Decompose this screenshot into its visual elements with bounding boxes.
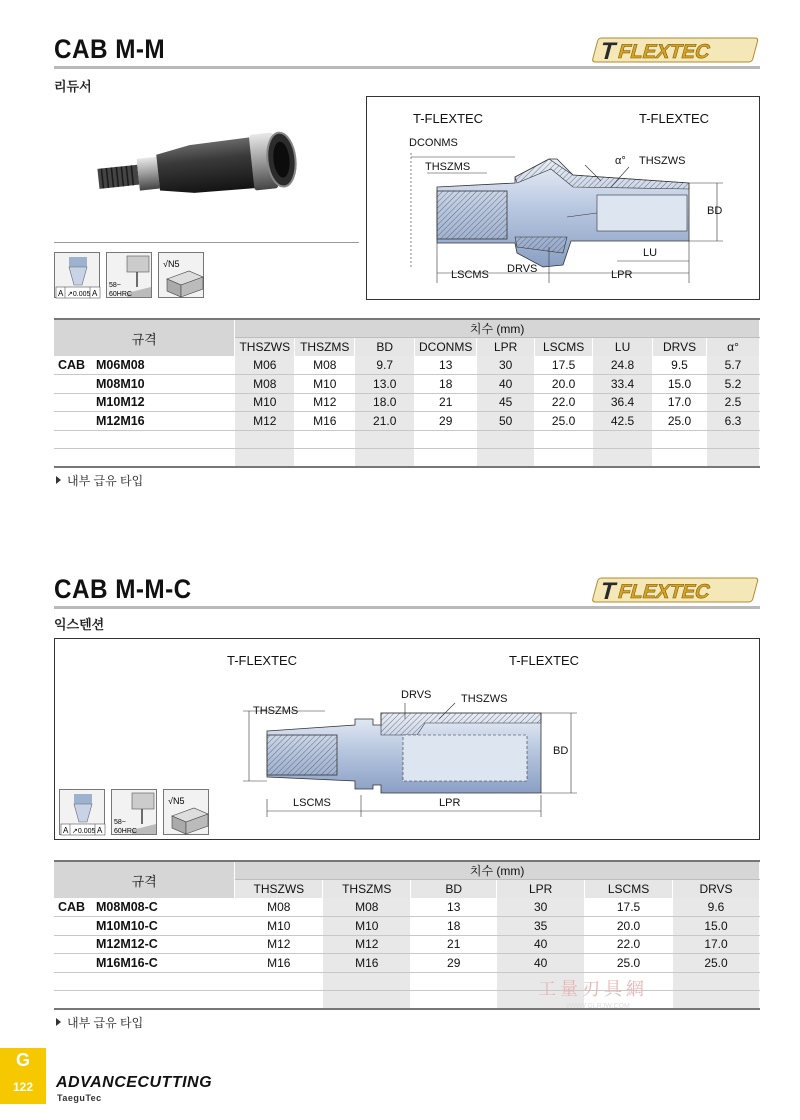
cell: 40	[497, 954, 585, 973]
section2-subtitle: 익스텐션	[54, 617, 105, 632]
cell: 35	[497, 917, 585, 936]
page-number: 122	[12, 1080, 34, 1094]
cell: M16	[235, 954, 323, 973]
col-header: DCONMS	[415, 338, 477, 357]
toolholder-runout-icon	[59, 789, 105, 835]
section2-rule	[54, 606, 760, 609]
svg-text:↗0.005: ↗0.005	[72, 828, 96, 835]
watermark: 工量刃具網	[538, 979, 648, 999]
cell: 21	[415, 393, 477, 412]
photo-divider	[54, 242, 359, 243]
cell: 15.0	[673, 917, 760, 936]
svg-text:√N5: √N5	[163, 259, 180, 269]
row-prefix: CAB	[58, 358, 86, 372]
table-row	[54, 412, 760, 431]
surface-finish-icon	[158, 252, 204, 298]
svg-text:60HRC: 60HRC	[109, 291, 132, 298]
dim-lu: LU	[643, 247, 658, 259]
hardness-icon	[106, 252, 152, 298]
dim-lpr: LPR	[611, 269, 633, 281]
cell: M12	[235, 412, 295, 431]
dim-lscms: LSCMS	[293, 797, 331, 809]
table-row	[54, 356, 760, 375]
svg-text:A: A	[97, 826, 103, 835]
cell: 17.5	[585, 898, 673, 917]
cell: 5.2	[707, 375, 760, 394]
cell: 45	[477, 393, 535, 412]
drawing-label-right: T-FLEXTEC	[509, 653, 580, 668]
row-code: M10M10-C	[96, 918, 158, 933]
dim-thszws: THSZWS	[461, 693, 508, 705]
cell: 9.6	[673, 898, 760, 917]
cell: 21	[411, 935, 497, 954]
section2-note	[56, 1014, 143, 1031]
col-header: DRVS	[673, 880, 760, 899]
col-header: LSCMS	[535, 338, 593, 357]
section1-subtitle: 리듀서	[54, 79, 92, 94]
cell: M10	[235, 917, 323, 936]
cell: 25.0	[673, 954, 760, 973]
cell: 29	[411, 954, 497, 973]
cell: M10	[235, 393, 295, 412]
reducer-drawing-box	[366, 96, 760, 300]
drawing-label-right: T-FLEXTEC	[639, 111, 710, 126]
cell: 30	[497, 898, 585, 917]
cell: 6.3	[707, 412, 760, 431]
svg-text:58~: 58~	[114, 819, 126, 826]
cell: 25.0	[653, 412, 707, 431]
advance-cutting-logo: ADVANCECUTTING	[56, 1074, 213, 1091]
table-row	[54, 954, 760, 973]
cell: 9.7	[355, 356, 415, 375]
triangle-bullet-icon	[56, 1018, 61, 1026]
cell: 13	[415, 356, 477, 375]
table-row	[54, 393, 760, 412]
table-row-empty	[54, 972, 760, 991]
cell: 25.0	[535, 412, 593, 431]
row-code: M12M12-C	[96, 937, 158, 952]
cell: 18	[415, 375, 477, 394]
note-text: 내부 급유 타입	[67, 474, 144, 488]
svg-text:A: A	[63, 826, 69, 835]
cell: M10	[295, 375, 355, 394]
cell: 40	[477, 375, 535, 394]
dim-thszws: THSZWS	[639, 155, 686, 167]
cell: M08	[235, 375, 295, 394]
cell: M16	[295, 412, 355, 431]
table-row-empty	[54, 449, 760, 468]
dim-drvs: DRVS	[507, 263, 538, 275]
cell: M12	[235, 935, 323, 954]
cell: M12	[295, 393, 355, 412]
cell: M08	[323, 898, 411, 917]
svg-text:T: T	[597, 38, 619, 65]
cell: 29	[415, 412, 477, 431]
table-row-empty	[54, 430, 760, 449]
cell: 17.0	[673, 935, 760, 954]
reducer-technical-drawing	[367, 97, 761, 301]
cell: 36.4	[593, 393, 653, 412]
svg-text:A: A	[92, 289, 98, 298]
section1-title: CAB M-M	[54, 34, 166, 64]
cell: 15.0	[653, 375, 707, 394]
cell: 17.0	[653, 393, 707, 412]
table-row-empty	[54, 991, 760, 1010]
col-header: α°	[707, 338, 760, 357]
taegutec-logo: TaeguTec	[57, 1093, 102, 1103]
cell: M16	[323, 954, 411, 973]
row-code: M06M08	[96, 358, 145, 372]
col-header: THSZMS	[295, 338, 355, 357]
cell: M08	[235, 898, 323, 917]
section2-title: CAB M-M-C	[54, 574, 192, 604]
row-code: M12M16	[96, 413, 145, 428]
table-row	[54, 898, 760, 917]
col-header: LU	[593, 338, 653, 357]
cell: 20.0	[585, 917, 673, 936]
dim-alpha: α°	[615, 155, 626, 167]
dim-header: 치수 (mm)	[235, 319, 760, 338]
col-header: LPR	[477, 338, 535, 357]
cell: 33.4	[593, 375, 653, 394]
cell: M06	[235, 356, 295, 375]
cell: 30	[477, 356, 535, 375]
cell: 2.5	[707, 393, 760, 412]
col-header: DRVS	[653, 338, 707, 357]
row-prefix: CAB	[58, 900, 86, 914]
dim-dconms: DCONMS	[409, 137, 458, 149]
col-header: LSCMS	[585, 880, 673, 899]
section1-rule	[54, 66, 760, 69]
t-flextec-logo	[592, 32, 762, 66]
svg-text:FLEXTEC: FLEXTEC	[615, 41, 713, 63]
cell: 9.5	[653, 356, 707, 375]
cell: M12	[323, 935, 411, 954]
reducer-product-photo	[92, 128, 312, 210]
extension-drawing-box	[54, 638, 760, 840]
triangle-bullet-icon	[56, 476, 61, 484]
cell: 40	[497, 935, 585, 954]
table-row	[54, 917, 760, 936]
svg-text:58~: 58~	[109, 282, 121, 289]
cell: 18.0	[355, 393, 415, 412]
cell: 20.0	[535, 375, 593, 394]
cell: 24.8	[593, 356, 653, 375]
table-row	[54, 375, 760, 394]
section1-note	[56, 472, 143, 489]
reducer-spec-table	[54, 318, 760, 468]
drawing-label-left: T-FLEXTEC	[227, 653, 298, 668]
hardness-icon	[111, 789, 157, 835]
col-header: THSZWS	[235, 880, 323, 899]
cell: 18	[411, 917, 497, 936]
svg-text:FLEXTEC: FLEXTEC	[615, 581, 713, 603]
dim-bd: BD	[707, 205, 723, 217]
cell: 42.5	[593, 412, 653, 431]
svg-text:T: T	[597, 578, 619, 605]
section-letter: G	[15, 1050, 30, 1070]
cell: 22.0	[585, 935, 673, 954]
cell: 17.5	[535, 356, 593, 375]
extension-technical-drawing	[55, 639, 761, 841]
dim-header: 치수 (mm)	[235, 861, 760, 880]
note-text: 내부 급유 타입	[67, 1016, 144, 1030]
extension-spec-table	[54, 860, 760, 1010]
row-code: M08M10	[96, 376, 145, 391]
cell: 22.0	[535, 393, 593, 412]
watermark-url: WWW.GLRJW.COM	[566, 1003, 630, 1010]
col-header: LPR	[497, 880, 585, 899]
svg-text:√N5: √N5	[168, 796, 185, 806]
cell: M10	[323, 917, 411, 936]
spec-header: 규격	[54, 319, 235, 356]
cell: 13	[411, 898, 497, 917]
surface-finish-icon	[163, 789, 209, 835]
row-code: M10M12	[96, 395, 145, 410]
dim-thszms: THSZMS	[425, 161, 471, 173]
col-header: THSZMS	[323, 880, 411, 899]
col-header: THSZWS	[235, 338, 295, 357]
cell: M08	[295, 356, 355, 375]
cell: 13.0	[355, 375, 415, 394]
svg-text:60HRC: 60HRC	[114, 828, 137, 835]
dim-bd: BD	[553, 745, 569, 757]
toolholder-runout-icon	[54, 252, 100, 298]
row-code: M16M16-C	[96, 955, 158, 970]
table-row	[54, 935, 760, 954]
dim-lpr: LPR	[439, 797, 461, 809]
cell: 50	[477, 412, 535, 431]
cell: 21.0	[355, 412, 415, 431]
dim-drvs: DRVS	[401, 689, 432, 701]
col-header: BD	[355, 338, 415, 357]
dim-thszms: THSZMS	[253, 705, 299, 717]
cell: 5.7	[707, 356, 760, 375]
drawing-label-left: T-FLEXTEC	[413, 111, 484, 126]
t-flextec-logo	[592, 572, 762, 606]
col-header: BD	[411, 880, 497, 899]
dim-lscms: LSCMS	[451, 269, 489, 281]
svg-text:A: A	[58, 289, 64, 298]
svg-text:↗0.005: ↗0.005	[67, 291, 91, 298]
spec-header: 규격	[54, 861, 235, 898]
cell: 25.0	[585, 954, 673, 973]
row-code: M08M08-C	[96, 900, 158, 914]
